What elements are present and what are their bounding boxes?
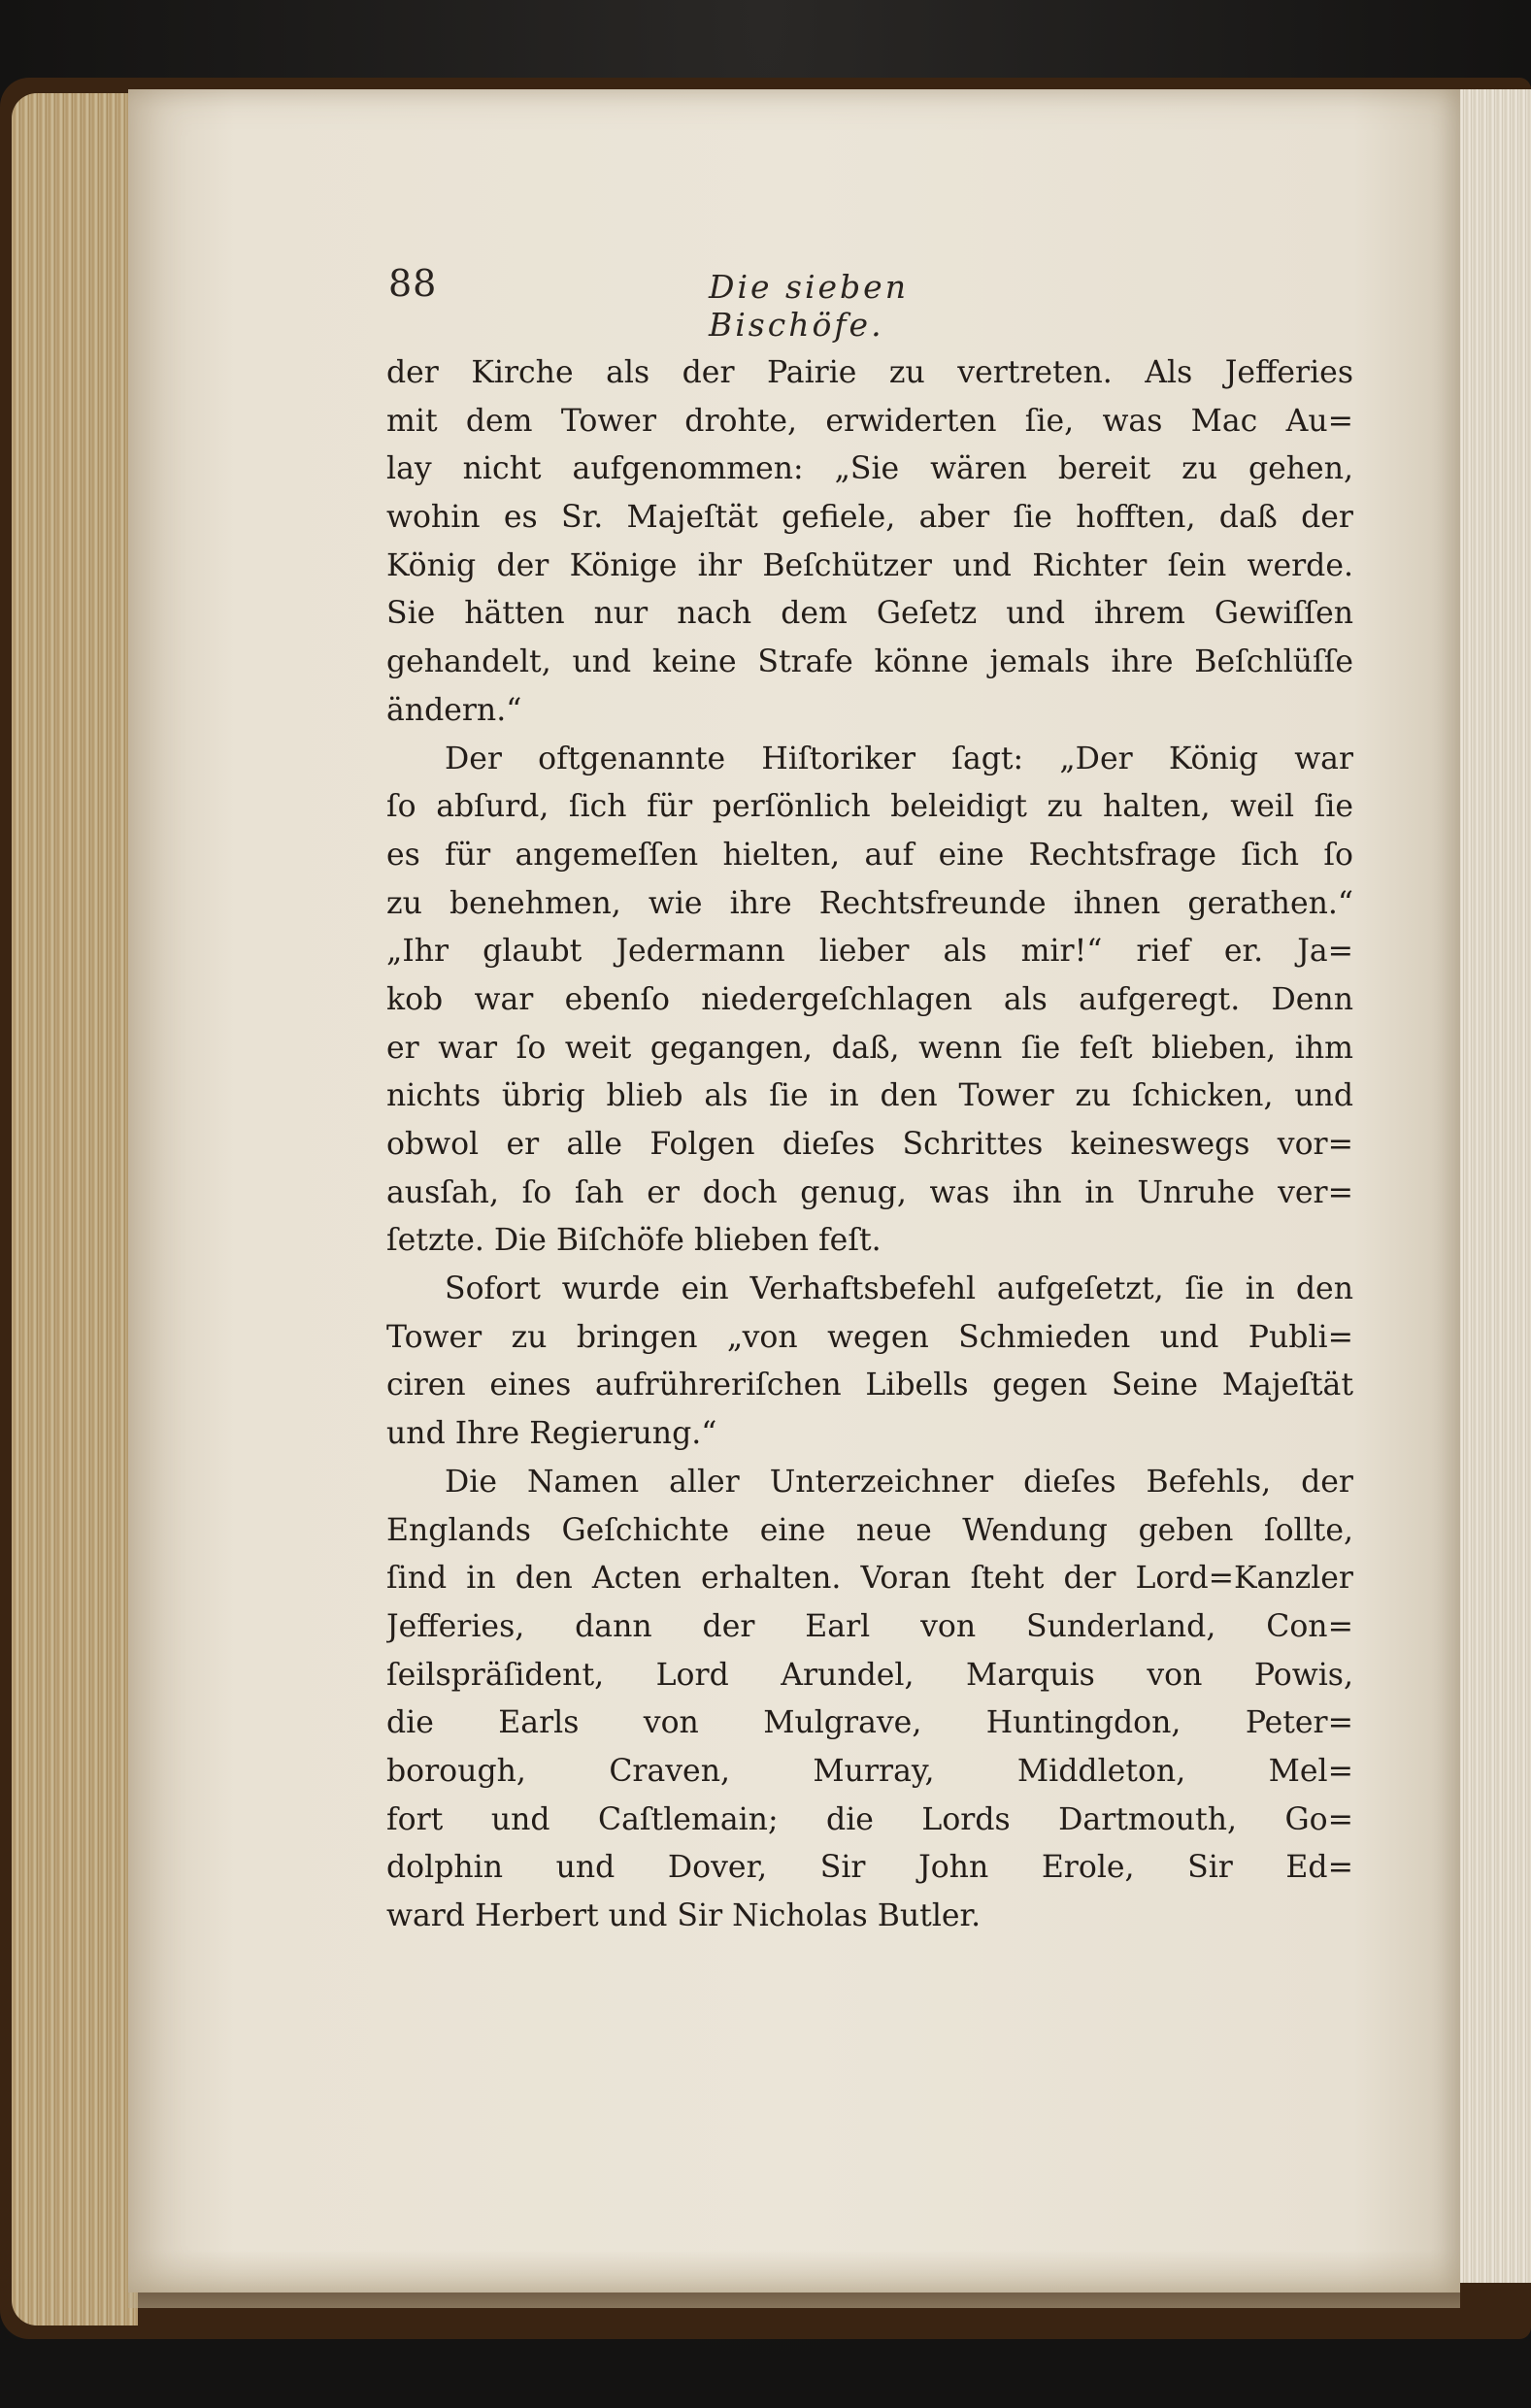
text-line: der Kirche als der Pairie zu vertreten. Als Jefferies: [386, 355, 1353, 390]
text-line: Jefferies, dann der Earl von Sunderland, Con=: [386, 1608, 1353, 1644]
text-line: ward Herbert und Sir Nicholas Butler.: [386, 1898, 982, 1933]
text-line: kob war ebenſo niedergeſchlagen als aufgeregt. Denn: [386, 981, 1353, 1017]
text-line: ciren eines aufrühreriſchen Libells gegen Seine Majeſtät: [386, 1368, 1353, 1403]
text-line: ſo abſurd, ſich für perſönlich beleidigt zu halten, weil ſie: [386, 789, 1353, 825]
text-line: er war ſo weit gegangen, daß, wenn ſie feſt blieben, ihm: [386, 1030, 1353, 1066]
text-line: und Ihre Regierung.“: [386, 1416, 717, 1452]
text-line: „Ihr glaubt Jedermann lieber als mir!“ rief er. Ja=: [386, 934, 1353, 970]
text-line: wohin es Sr. Majeſtät gefiele, aber ſie hofften, daß der: [386, 500, 1353, 536]
text-line: gehandelt, und keine Strafe könne jemals ihre Beſchlüſſe: [386, 644, 1353, 680]
paragraph: [386, 1459, 1353, 1941]
text-line: dolphin und Dover, Sir John Erole, Sir Ed=: [386, 1850, 1353, 1886]
text-line: ſind in den Acten erhalten. Voran ſteht der Lord=Kanzler: [386, 1561, 1353, 1597]
text-line: Tower zu bringen „von wegen Schmieden und Publi=: [386, 1319, 1353, 1355]
text-line: zu benehmen, wie ihre Rechtsfreunde ihnen gerathen.“: [386, 885, 1353, 921]
paragraph: [386, 1266, 1353, 1459]
page-header: [388, 262, 1048, 344]
text-line: mit dem Tower drohte, erwiderten ſie, was Mac Au=: [386, 403, 1353, 439]
text-line: Sofort wurde ein Verhaftsbefehl aufgeſetzt, ſie in den: [445, 1271, 1353, 1307]
page-bottom-edge: [128, 2250, 1460, 2308]
text-line: lay nicht aufgenommen: „Sie wären bereit zu gehen,: [386, 451, 1353, 487]
text-line: Die Namen aller Unterzeichner dieſes Befehls, der: [445, 1464, 1353, 1500]
page-edges-right: [1456, 89, 1531, 2283]
running-title: Die sieben Bischöfe.: [709, 268, 909, 344]
text-line: ändern.“: [386, 692, 522, 728]
text-line: borough, Craven, Murray, Middleton, Mel=: [386, 1753, 1353, 1789]
text-line: die Earls von Mulgrave, Huntingdon, Peter=: [386, 1705, 1353, 1741]
page-number: 88: [388, 262, 438, 305]
text-line: es für angemeſſen hielten, auf eine Rechtsfrage ſich ſo: [386, 837, 1353, 873]
text-line: Sie hätten nur nach dem Geſetz und ihrem Gewiſſen: [386, 596, 1353, 632]
text-line: obwol er alle Folgen dieſes Schrittes keineswegs vor=: [386, 1127, 1353, 1162]
text-line: ausſah, ſo ſah er doch genug, was ihn in Unruhe ver=: [386, 1174, 1353, 1210]
text-line: König der Könige ihr Beſchützer und Richter ſein werde.: [386, 547, 1353, 583]
body-text: [386, 349, 1353, 1941]
paragraph: [386, 736, 1353, 1267]
page-edges-left: [12, 93, 138, 2326]
text-line: fort und Caſtlemain; die Lords Dartmouth, Go=: [386, 1801, 1353, 1837]
text-line: Englands Geſchichte eine neue Wendung geben ſollte,: [386, 1512, 1353, 1548]
text-line: ſetzte. Die Biſchöfe blieben feſt.: [386, 1223, 882, 1259]
text-line: ſeilspräſident, Lord Arundel, Marquis von Powis,: [386, 1657, 1353, 1693]
text-line: Der oftgenannte Hiſtoriker ſagt: „Der König war: [445, 741, 1353, 776]
text-line: nichts übrig blieb als ſie in den Tower zu ſchicken, und: [386, 1078, 1353, 1114]
paragraph: [386, 349, 1353, 736]
